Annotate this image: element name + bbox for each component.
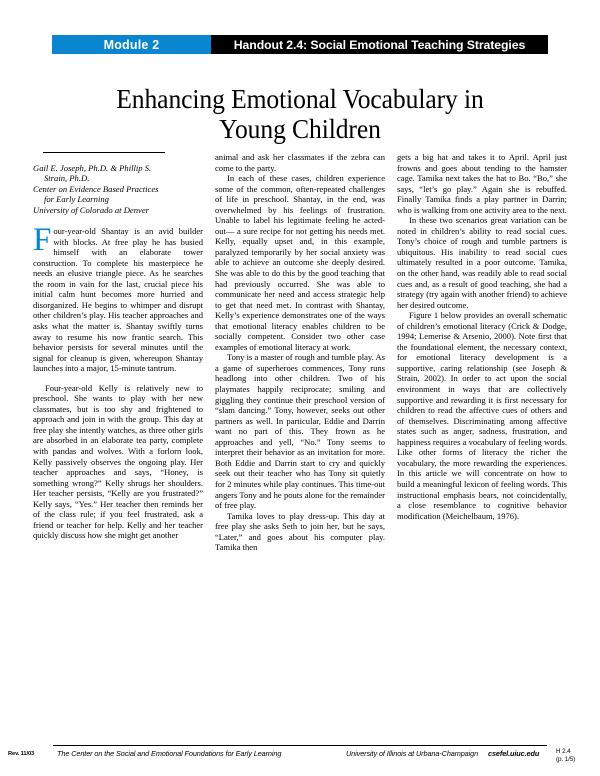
article-column-1	[33, 152, 203, 722]
author-line-1: Gail E. Joseph, Ph.D. & Phillip S.	[33, 163, 152, 173]
author-line-3: Center on Evidence Based Practices	[33, 183, 159, 194]
author-line-4: for Early Learning	[44, 194, 109, 205]
paragraph: Tony is a master of rough and tumble play. As a game of superheroes commences, Tony runs headlong into other children. Two of his playmates happily reciprocate; smiling and giggling they continue their preschool version of “slam dancing.” Tony, however, seeks out other partners as well. In particular, Eddie and Darrin want no part of this. They frown as he approaches and yell, “No.” Tony seems to interpret their behavior as an invitation for more. Both Eddie and Darrin start to cry and quickly seek out their teacher who has Tony sit quietly for 2 minutes while play continues. This time-out angers Tony and he pouts alone for the remainder of free play.	[215, 352, 385, 511]
author-line-2: Strain, Ph.D.	[44, 173, 90, 184]
paragraph-spacer	[33, 374, 203, 383]
footer-revision: Rev. 11/03	[8, 751, 35, 757]
footer-center-name: The Center on the Social and Emotional Foundations for Early Learning	[57, 749, 282, 758]
author-divider	[43, 152, 165, 153]
paragraph: In each of these cases, children experience some of the common, often-repeated challenges of life in preschool. Shantay, in the end, was overwhelmed by his feelings of frustration. Unable to label his legitimate feeling he acted-out— a sure recipe for not getting his needs met. Kelly, equally upset and, in this example, paralyzed temporarily by her social anxiety was able to achieve an outcome she deeply desired. She was able to do this by the good teaching that had previously occurred. She was able to communicate her need and access strategic help to get that need met. In contrast with Shantay, Kelly’s experience demonstrates one of the ways that emotional literacy enables children to be socially competent. Consider two other case examples of emotional literacy at work.	[215, 173, 385, 352]
module-label: Module 2	[52, 35, 211, 54]
page-title	[68, 84, 533, 144]
page-title-line-1: Enhancing Emotional Vocabulary in	[116, 83, 484, 115]
paragraph: Four-year-old Shantay is an avid builder with blocks. At free play he has busied himself with an elaborate tower construction. To complete his masterpiece he needs an elusive triangle piece. As he searches the room in vain for the last, crucial piece his initial calm hunt becomes more hurried and disorganized. He begins to whimper and disrupt other children’s play. His teacher approaches and asks what the matter is. Shantay swiftly turns away to resume his now frantic search. This behavior persists for several minutes until the signal for cleanup is given, whereupon Shantay launches into a major, 15-minute tantrum.	[33, 222, 203, 374]
article-column-3	[397, 152, 567, 722]
footer-url[interactable]: csefel.uiuc.edu	[488, 749, 540, 758]
footer-code-line-1: H 2.4	[556, 748, 571, 755]
paragraph: Figure 1 below provides an overall schematic of children’s emotional literacy (Crick & Dodge, 1994; Lemerise & Arsenio, 2000). Note first that the foundational element, the necessary context, for emotional literacy development is a supportive, caring relationship (see Joseph & Strain, 2002). In order to act upon the social environment in ways that are collectively supportive and rewarding it is first necessary for children to read the affective cues of others and of themselves. Discriminating among affective states such as anger, sadness, frustration, and happiness requires a vocabulary of feeling words. Like other forms of literacy the richer the vocabulary, the more rewarding the experiences. In this article we will concentrate on how to build a meaningful lexicon of feeling words. This instructional emphasis bears, not coincidentally, a close resemblance to cognitive behavior modification (Meichelbaum, 1976).	[397, 310, 567, 521]
paragraph: animal and ask her classmates if the zebra can come to the party.	[215, 152, 385, 173]
paragraph: Four-year-old Kelly is relatively new to preschool. She wants to play with her new classmates, but is too shy and frightened to approach and join in with the group. This day at free play she intently watches, as three other girls are absorbed in an elaborate tea party, complete with pandas and wolves. With a forlorn look, Kelly passively observes the ongoing play. Her teacher approaches and says, “Honey, is something wrong?” Kelly shrugs her shoulders. Her teacher persists, “Kelly are you frustrated?” Kelly says, “Yes.” Her teacher then reminds her of the class rule; if you feel frustrated, ask a friend or teacher for help. Kelly and her teacher quickly discuss how she might get another	[33, 382, 203, 541]
page-title-line-2: Young Children	[219, 113, 381, 145]
article-column-2	[215, 152, 385, 722]
page-footer	[0, 745, 600, 776]
footer-university: University of Illinois at Urbana-Champaign	[346, 749, 479, 758]
footer-divider	[53, 745, 547, 746]
paragraph: In these two scenarios great variation can be noted in children’s ability to read social cues. Tony’s choice of rough and tumble partners is ubiquitous. His inability to read social cues ultimately resulted in a poor outcome. Tamika, on the other hand, was readily able to read social cues and, as a result of good teaching, she had a strategy (try again with another friend) to achieve her desired outcome.	[397, 215, 567, 310]
handout-label: Handout 2.4: Social Emotional Teaching Strategies	[211, 35, 548, 54]
footer-handout-code	[556, 748, 575, 764]
handout-header-bar	[52, 35, 548, 54]
article-columns	[33, 152, 567, 722]
author-line-5: University of Colorado at Denver	[33, 204, 149, 215]
paragraph: Tamika loves to play dress-up. This day at free play she asks Seth to join her, but he says, “Later,” and goes about his computer play. Tamika then	[215, 510, 385, 553]
paragraph: gets a big hat and takes it to April. April just frowns and goes about tending to the hamster cage. Tamika next takes the hat to Bo. “Bo,” she says, “let’s go play.” Again she is rebuffed. Finally Tamika finds a play partner in Darrin; who is walking from one activity area to the next.	[397, 152, 567, 215]
author-block	[33, 163, 203, 215]
footer-code-line-2: (p. 1/5)	[556, 756, 576, 763]
